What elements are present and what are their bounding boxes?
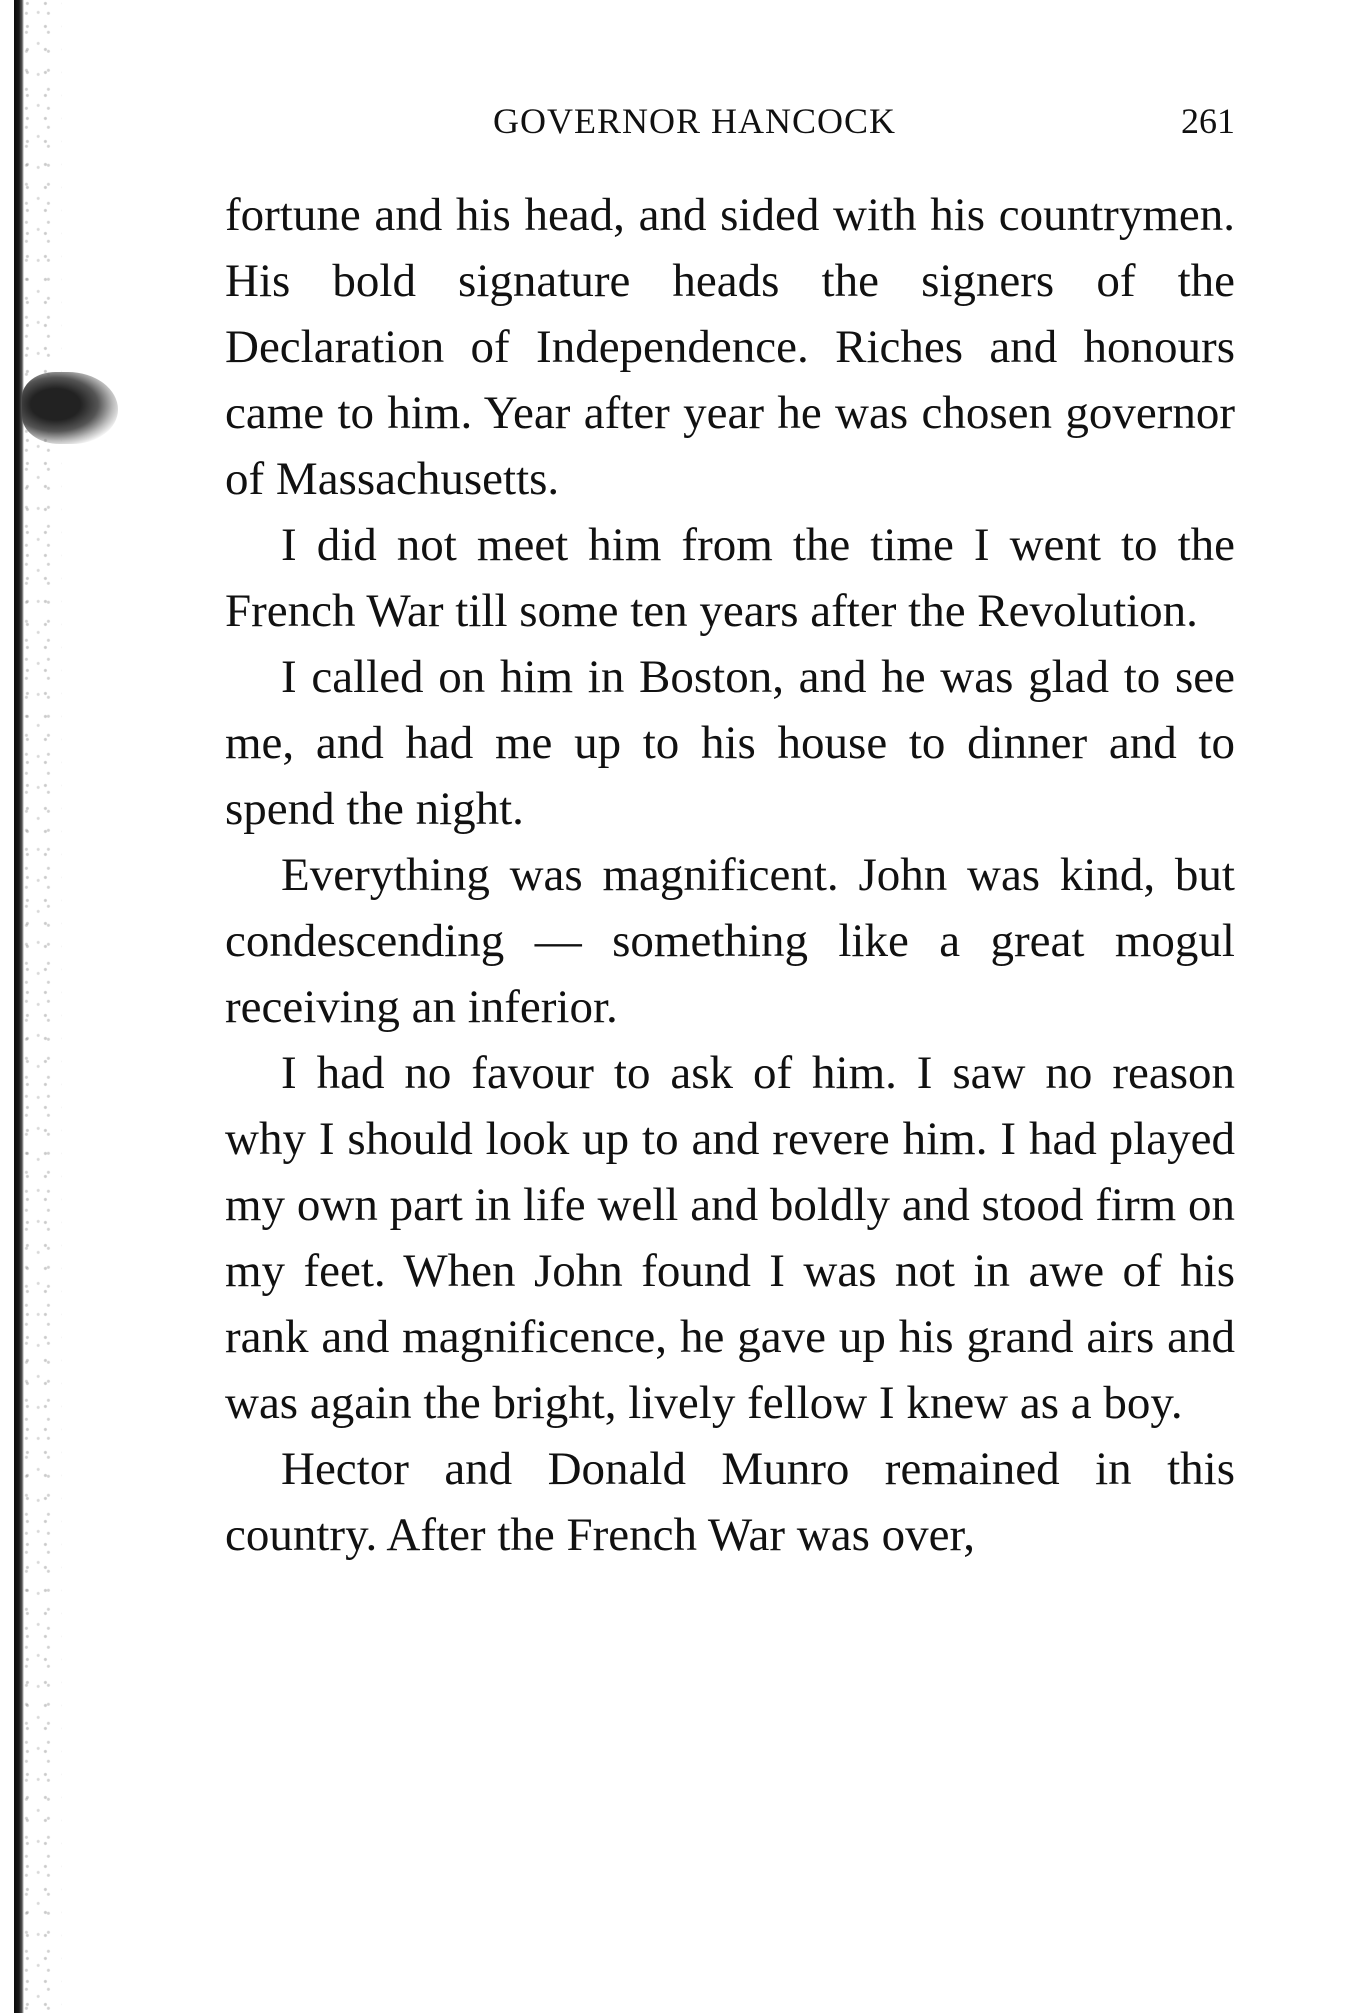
paragraph: I did not meet him from the time I went to the French War till some ten years after the Revolution.: [225, 519, 1235, 637]
running-title: GOVERNOR HANCOCK: [493, 101, 897, 141]
paragraph: fortune and his head, and sided with his countrymen. His bold signature heads the signers of the Declaration of Independence. Riches and honours came to him. Year after year he was chosen governor of Massachusetts.: [225, 189, 1235, 505]
paragraph: I called on him in Boston, and he was glad to see me, and had me up to his house to dinner and to spend the night.: [225, 651, 1235, 835]
paragraph: Everything was magnificent. John was kind, but condescending — something like a great mogul receiving an inferior.: [225, 849, 1235, 1033]
page-number: 261: [1181, 101, 1235, 141]
paragraph: I had no favour to ask of him. I saw no reason why I should look up to and revere him. I had played my own part in life well and boldly and stood firm on my feet. When John found I was not in awe of his rank and magnificence, he gave up his grand airs and was again the bright, lively fellow I knew as a boy.: [225, 1047, 1235, 1429]
paragraph: Hector and Donald Munro remained in this country. After the French War was over,: [225, 1443, 1235, 1561]
body-text: [225, 182, 1235, 1568]
running-header: [225, 96, 1235, 146]
binding-speckle: [22, 0, 62, 2013]
ink-blot: [22, 372, 118, 444]
